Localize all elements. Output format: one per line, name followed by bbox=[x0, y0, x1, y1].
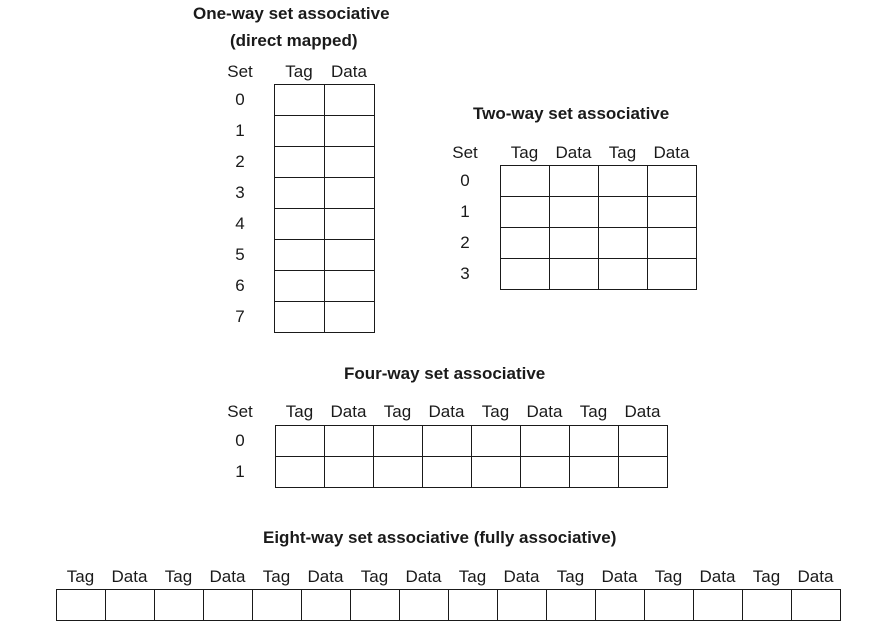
data-cell bbox=[619, 426, 668, 457]
eight-way-title: Eight-way set associative (fully associative) bbox=[263, 528, 617, 547]
data-cell bbox=[325, 302, 375, 333]
tag-cell bbox=[599, 228, 648, 259]
data-cell bbox=[792, 590, 841, 621]
data-header: Data bbox=[653, 143, 690, 162]
cache-set-row bbox=[57, 590, 841, 621]
data-cell bbox=[302, 590, 351, 621]
data-header: Data bbox=[503, 567, 540, 586]
tag-cell bbox=[501, 197, 550, 228]
data-cell bbox=[521, 457, 570, 488]
tag-header: Tag bbox=[262, 567, 291, 586]
tag-header: Tag bbox=[654, 567, 683, 586]
data-header: Data bbox=[307, 567, 344, 586]
tag-header: Tag bbox=[66, 567, 95, 586]
data-header: Data bbox=[331, 62, 367, 81]
data-cell bbox=[648, 166, 697, 197]
set-number: 0 bbox=[460, 170, 470, 190]
data-cell bbox=[423, 426, 472, 457]
tag-cell bbox=[275, 240, 325, 271]
tag-header: Tag bbox=[164, 567, 193, 586]
tag-cell bbox=[351, 590, 400, 621]
tag-cell bbox=[275, 209, 325, 240]
tag-header: Tag bbox=[285, 402, 314, 421]
four-way-title: Four-way set associative bbox=[344, 364, 546, 383]
cache-set-row bbox=[501, 259, 697, 290]
one-way-subtitle: (direct mapped) bbox=[230, 31, 358, 50]
tag-header: Tag bbox=[510, 143, 539, 162]
tag-cell bbox=[501, 166, 550, 197]
data-header: Data bbox=[555, 143, 592, 162]
set-number: 5 bbox=[235, 244, 245, 264]
data-cell bbox=[648, 259, 697, 290]
cache-set-row bbox=[275, 147, 375, 178]
tag-header: Tag bbox=[458, 567, 487, 586]
tag-cell bbox=[57, 590, 106, 621]
data-cell bbox=[648, 228, 697, 259]
data-cell bbox=[204, 590, 253, 621]
data-cell bbox=[550, 197, 599, 228]
cache-grid bbox=[500, 165, 697, 290]
cache-set-row bbox=[275, 85, 375, 116]
tag-header: Tag bbox=[579, 402, 608, 421]
tag-cell bbox=[599, 166, 648, 197]
data-cell bbox=[521, 426, 570, 457]
tag-cell bbox=[501, 228, 550, 259]
data-cell bbox=[648, 197, 697, 228]
data-cell bbox=[325, 85, 375, 116]
tag-cell bbox=[599, 259, 648, 290]
tag-header: Tag bbox=[752, 567, 781, 586]
data-cell bbox=[325, 457, 374, 488]
tag-cell bbox=[743, 590, 792, 621]
data-cell bbox=[498, 590, 547, 621]
data-header: Data bbox=[601, 567, 638, 586]
data-header: Data bbox=[624, 402, 661, 421]
one-way-title: One-way set associative bbox=[193, 4, 390, 23]
data-cell bbox=[694, 590, 743, 621]
data-header: Data bbox=[699, 567, 736, 586]
tag-cell bbox=[570, 457, 619, 488]
data-cell bbox=[325, 240, 375, 271]
tag-cell bbox=[155, 590, 204, 621]
set-number: 1 bbox=[235, 461, 245, 481]
set-header: Set bbox=[227, 62, 253, 81]
data-cell bbox=[325, 426, 374, 457]
data-cell bbox=[550, 259, 599, 290]
data-header: Data bbox=[330, 402, 367, 421]
tag-header: Tag bbox=[383, 402, 412, 421]
data-header: Data bbox=[209, 567, 246, 586]
cache-set-row bbox=[275, 178, 375, 209]
tag-cell bbox=[547, 590, 596, 621]
tag-cell bbox=[472, 457, 521, 488]
set-number: 4 bbox=[235, 213, 245, 233]
cache-set-row bbox=[275, 209, 375, 240]
two-way-title: Two-way set associative bbox=[473, 104, 670, 123]
tag-cell bbox=[275, 302, 325, 333]
data-header: Data bbox=[526, 402, 563, 421]
tag-cell bbox=[599, 197, 648, 228]
data-header: Data bbox=[797, 567, 834, 586]
tag-cell bbox=[253, 590, 302, 621]
set-number: 0 bbox=[235, 430, 245, 450]
tag-cell bbox=[645, 590, 694, 621]
cache-set-row bbox=[275, 302, 375, 333]
set-header: Set bbox=[452, 143, 478, 162]
cache-set-row bbox=[501, 166, 697, 197]
data-header: Data bbox=[405, 567, 442, 586]
data-cell bbox=[106, 590, 155, 621]
data-cell bbox=[325, 147, 375, 178]
tag-header: Tag bbox=[556, 567, 585, 586]
data-cell bbox=[325, 178, 375, 209]
tag-cell bbox=[449, 590, 498, 621]
set-number: 0 bbox=[235, 89, 245, 109]
data-cell bbox=[550, 166, 599, 197]
tag-cell bbox=[275, 147, 325, 178]
tag-header: Tag bbox=[481, 402, 510, 421]
data-header: Data bbox=[428, 402, 465, 421]
data-cell bbox=[596, 590, 645, 621]
cache-set-row bbox=[501, 228, 697, 259]
tag-header: Tag bbox=[608, 143, 637, 162]
cache-grid bbox=[275, 425, 668, 488]
cache-set-row bbox=[276, 457, 668, 488]
cache-set-row bbox=[501, 197, 697, 228]
tag-cell bbox=[374, 457, 423, 488]
data-cell bbox=[400, 590, 449, 621]
data-cell bbox=[550, 228, 599, 259]
tag-cell bbox=[374, 426, 423, 457]
set-number: 7 bbox=[235, 306, 245, 326]
set-number: 1 bbox=[460, 201, 470, 221]
tag-cell bbox=[501, 259, 550, 290]
data-cell bbox=[423, 457, 472, 488]
set-number: 2 bbox=[460, 232, 470, 252]
tag-cell bbox=[275, 178, 325, 209]
tag-cell bbox=[275, 271, 325, 302]
tag-cell bbox=[275, 85, 325, 116]
set-number: 3 bbox=[460, 263, 470, 283]
data-cell bbox=[325, 209, 375, 240]
tag-cell bbox=[275, 116, 325, 147]
data-cell bbox=[325, 116, 375, 147]
set-number: 3 bbox=[235, 182, 245, 202]
cache-set-row bbox=[276, 426, 668, 457]
cache-set-row bbox=[275, 116, 375, 147]
tag-cell bbox=[276, 426, 325, 457]
tag-cell bbox=[276, 457, 325, 488]
tag-cell bbox=[570, 426, 619, 457]
cache-grid bbox=[274, 84, 375, 333]
tag-header: Tag bbox=[360, 567, 389, 586]
tag-header: Tag bbox=[285, 62, 313, 81]
data-cell bbox=[325, 271, 375, 302]
cache-set-row bbox=[275, 271, 375, 302]
set-header: Set bbox=[227, 402, 253, 421]
data-header: Data bbox=[111, 567, 148, 586]
tag-cell bbox=[472, 426, 521, 457]
set-number: 6 bbox=[235, 275, 245, 295]
set-number: 2 bbox=[235, 151, 245, 171]
data-cell bbox=[619, 457, 668, 488]
cache-grid bbox=[56, 589, 841, 621]
set-number: 1 bbox=[235, 120, 245, 140]
cache-set-row bbox=[275, 240, 375, 271]
